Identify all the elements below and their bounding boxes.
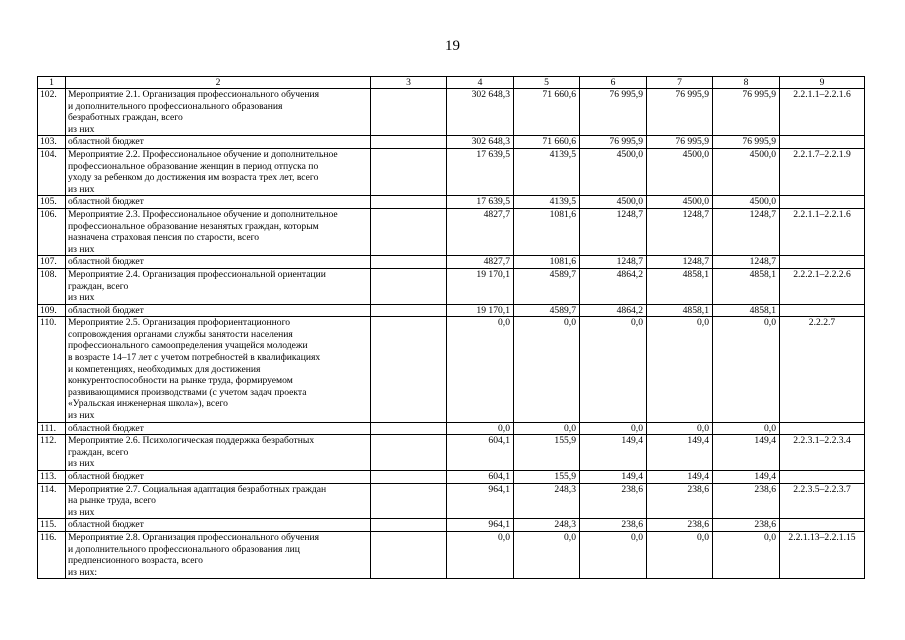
- row-number: 104.: [38, 148, 66, 195]
- value-cell-v6: 149,4: [580, 435, 647, 471]
- value-cell-v8: 76 995,9: [713, 89, 780, 136]
- value-cell-v7: 4500,0: [647, 148, 713, 195]
- value-cell-v8: 1248,7: [713, 256, 780, 269]
- value-cell-v6: 76 995,9: [580, 89, 647, 136]
- value-cell-v7: 4858,1: [647, 304, 713, 317]
- value-cell-v8: 4500,0: [713, 196, 780, 209]
- row-description: [66, 531, 371, 578]
- description-line: сопровождения органами службы занятости населения: [68, 328, 293, 340]
- value-cell-v6: 4500,0: [580, 196, 647, 209]
- row-number: 109.: [38, 304, 66, 317]
- value-cell-v6: 76 995,9: [580, 136, 647, 149]
- column-header: 1: [38, 77, 66, 89]
- value-cell-v5: 71 660,6: [514, 136, 580, 149]
- description-line: из них: [68, 410, 95, 422]
- value-cell-v8: 4858,1: [713, 268, 780, 304]
- description-line: Мероприятие 2.3. Профессиональное обучение и дополнительное: [68, 208, 338, 220]
- description-line: и компетенциях, необходимых для достижения: [68, 363, 261, 375]
- description-line: областной бюджет: [68, 256, 144, 268]
- value-cell-v8: 149,4: [713, 435, 780, 471]
- target-indicator-cell: [780, 196, 865, 209]
- value-cell-v7: 238,6: [647, 519, 713, 532]
- target-indicator-cell: [780, 471, 865, 484]
- table-row: [38, 471, 865, 484]
- description-line: из них: [68, 183, 95, 195]
- value-cell-v8: 238,6: [713, 483, 780, 519]
- target-indicator-cell: 2.2.2.1–2.2.2.6: [780, 268, 865, 304]
- description-line: граждан, всего: [68, 280, 129, 292]
- value-cell-v4: 17 639,5: [447, 148, 514, 195]
- value-cell-v4: 604,1: [447, 471, 514, 484]
- description-line: из них: [68, 243, 95, 255]
- description-line: Мероприятие 2.7. Социальная адаптация безработных граждан: [68, 483, 327, 495]
- value-cell-v7: 0,0: [647, 422, 713, 435]
- column-header: 2: [66, 77, 371, 89]
- table-row: [38, 531, 865, 578]
- value-cell-v7: 1248,7: [647, 208, 713, 255]
- description-line: «Уральская инженерная школа»), всего: [68, 398, 228, 410]
- table-row: [38, 317, 865, 422]
- description-line: безработных граждан, всего: [68, 112, 183, 124]
- value-cell-v7: 0,0: [647, 531, 713, 578]
- table-body: [38, 89, 865, 579]
- table-row: [38, 196, 865, 209]
- value-cell-v7: 149,4: [647, 471, 713, 484]
- row-number: 112.: [38, 435, 66, 471]
- value-cell-v6: 0,0: [580, 422, 647, 435]
- value-cell-v6: 149,4: [580, 471, 647, 484]
- value-cell-v5: 248,3: [514, 483, 580, 519]
- value-cell-v4: 19 170,1: [447, 304, 514, 317]
- value-cell-v5: 0,0: [514, 531, 580, 578]
- value-cell-v4: 4827,7: [447, 256, 514, 269]
- value-cell-v8: 1248,7: [713, 208, 780, 255]
- column-header: 5: [514, 77, 580, 89]
- value-cell-v7: 238,6: [647, 483, 713, 519]
- value-cell-v4: 302 648,3: [447, 136, 514, 149]
- value-cell-v5: 155,9: [514, 471, 580, 484]
- description-line: профессиональное образование женщин в период отпуска по: [68, 160, 319, 172]
- row-number: 114.: [38, 483, 66, 519]
- column-header: 3: [371, 77, 447, 89]
- col3-cell: [371, 422, 447, 435]
- budget-table: [37, 76, 865, 579]
- target-indicator-cell: 2.2.1.13–2.2.1.15: [780, 531, 865, 578]
- value-cell-v6: 1248,7: [580, 256, 647, 269]
- description-line: и дополнительного профессионального образования: [68, 100, 283, 112]
- row-number: 116.: [38, 531, 66, 578]
- value-cell-v5: 1081,6: [514, 208, 580, 255]
- value-cell-v7: 76 995,9: [647, 136, 713, 149]
- row-description: [66, 435, 371, 471]
- value-cell-v6: 0,0: [580, 531, 647, 578]
- value-cell-v4: 19 170,1: [447, 268, 514, 304]
- description-line: Мероприятие 2.2. Профессиональное обучение и дополнительное: [68, 148, 338, 160]
- value-cell-v7: 4500,0: [647, 196, 713, 209]
- row-description: [66, 317, 371, 422]
- description-line: в возрасте 14–17 лет с учетом потребностей в квалификациях: [68, 352, 321, 364]
- table-row: [38, 483, 865, 519]
- table-row: [38, 268, 865, 304]
- row-description: [66, 89, 371, 136]
- row-description: [66, 422, 371, 435]
- value-cell-v4: 0,0: [447, 422, 514, 435]
- row-number: 111.: [38, 422, 66, 435]
- col3-cell: [371, 471, 447, 484]
- description-line: из них: [68, 123, 95, 135]
- table-row: [38, 136, 865, 149]
- row-description: [66, 304, 371, 317]
- column-header-row: [38, 77, 865, 89]
- value-cell-v5: 0,0: [514, 317, 580, 422]
- value-cell-v5: 155,9: [514, 435, 580, 471]
- value-cell-v6: 4864,2: [580, 268, 647, 304]
- value-cell-v4: 604,1: [447, 435, 514, 471]
- description-line: развивающимися производствами (с учетом задач проекта: [68, 386, 307, 398]
- value-cell-v8: 238,6: [713, 519, 780, 532]
- value-cell-v7: 4858,1: [647, 268, 713, 304]
- target-indicator-cell: 2.2.1.1–2.2.1.6: [780, 89, 865, 136]
- column-header: 8: [713, 77, 780, 89]
- col3-cell: [371, 89, 447, 136]
- value-cell-v7: 149,4: [647, 435, 713, 471]
- target-indicator-cell: [780, 422, 865, 435]
- column-header: 6: [580, 77, 647, 89]
- description-line: конкурентоспособности на рынке труда, формируемом: [68, 375, 293, 387]
- col3-cell: [371, 304, 447, 317]
- value-cell-v5: 248,3: [514, 519, 580, 532]
- value-cell-v8: 76 995,9: [713, 136, 780, 149]
- value-cell-v8: 0,0: [713, 531, 780, 578]
- value-cell-v4: 0,0: [447, 317, 514, 422]
- table-row: [38, 256, 865, 269]
- target-indicator-cell: 2.2.2.7: [780, 317, 865, 422]
- row-description: [66, 148, 371, 195]
- description-line: областной бюджет: [68, 304, 144, 316]
- col3-cell: [371, 136, 447, 149]
- description-line: Мероприятие 2.5. Организация профориентационного: [68, 317, 291, 329]
- value-cell-v6: 238,6: [580, 519, 647, 532]
- target-indicator-cell: [780, 304, 865, 317]
- target-indicator-cell: 2.2.3.1–2.2.3.4: [780, 435, 865, 471]
- description-line: Мероприятие 2.8. Организация профессионального обучения: [68, 531, 320, 543]
- col3-cell: [371, 208, 447, 255]
- description-line: профессиональное образование незанятых граждан, которым: [68, 220, 319, 232]
- row-number: 113.: [38, 471, 66, 484]
- col3-cell: [371, 256, 447, 269]
- target-indicator-cell: 2.2.1.1–2.2.1.6: [780, 208, 865, 255]
- value-cell-v7: 0,0: [647, 317, 713, 422]
- table-row: [38, 519, 865, 532]
- value-cell-v5: 0,0: [514, 422, 580, 435]
- value-cell-v8: 0,0: [713, 317, 780, 422]
- column-header: 7: [647, 77, 713, 89]
- row-description: [66, 471, 371, 484]
- value-cell-v4: 4827,7: [447, 208, 514, 255]
- table-row: [38, 89, 865, 136]
- description-line: Мероприятие 2.4. Организация профессиональной ориентации: [68, 268, 326, 280]
- value-cell-v6: 238,6: [580, 483, 647, 519]
- col3-cell: [371, 196, 447, 209]
- value-cell-v4: 964,1: [447, 483, 514, 519]
- row-number: 115.: [38, 519, 66, 532]
- value-cell-v4: 302 648,3: [447, 89, 514, 136]
- description-line: областной бюджет: [68, 196, 144, 208]
- table-row: [38, 304, 865, 317]
- description-line: областной бюджет: [68, 422, 144, 434]
- row-number: 102.: [38, 89, 66, 136]
- description-line: из них: [68, 292, 95, 304]
- column-header: 4: [447, 77, 514, 89]
- target-indicator-cell: [780, 256, 865, 269]
- value-cell-v7: 1248,7: [647, 256, 713, 269]
- col3-cell: [371, 268, 447, 304]
- row-number: 108.: [38, 268, 66, 304]
- description-line: назначена страховая пенсия по старости, всего: [68, 232, 260, 244]
- description-line: профессионального самоопределения учащейся молодежи: [68, 340, 308, 352]
- target-indicator-cell: [780, 519, 865, 532]
- description-line: областной бюджет: [68, 471, 144, 482]
- row-number: 106.: [38, 208, 66, 255]
- table-row: [38, 148, 865, 195]
- col3-cell: [371, 435, 447, 471]
- table-row: [38, 435, 865, 471]
- row-description: [66, 256, 371, 269]
- table-row: [38, 422, 865, 435]
- value-cell-v6: 4864,2: [580, 304, 647, 317]
- value-cell-v5: 4139,5: [514, 196, 580, 209]
- table-row: [38, 208, 865, 255]
- row-number: 110.: [38, 317, 66, 422]
- description-line: из них: [68, 458, 95, 470]
- value-cell-v4: 17 639,5: [447, 196, 514, 209]
- row-description: [66, 268, 371, 304]
- col3-cell: [371, 531, 447, 578]
- col3-cell: [371, 317, 447, 422]
- row-description: [66, 483, 371, 519]
- col3-cell: [371, 483, 447, 519]
- value-cell-v5: 4589,7: [514, 268, 580, 304]
- row-description: [66, 208, 371, 255]
- description-line: и дополнительного профессионального образования лиц: [68, 543, 300, 555]
- value-cell-v8: 4858,1: [713, 304, 780, 317]
- col3-cell: [371, 148, 447, 195]
- column-header: 9: [780, 77, 865, 89]
- description-line: уходу за ребенком до достижения им возраста трех лет, всего: [68, 172, 319, 184]
- description-line: Мероприятие 2.1. Организация профессионального обучения: [68, 89, 320, 100]
- page-number: 19: [445, 38, 460, 54]
- value-cell-v4: 964,1: [447, 519, 514, 532]
- row-number: 105.: [38, 196, 66, 209]
- value-cell-v8: 4500,0: [713, 148, 780, 195]
- description-line: областной бюджет: [68, 519, 144, 531]
- row-description: [66, 196, 371, 209]
- value-cell-v5: 4589,7: [514, 304, 580, 317]
- value-cell-v5: 71 660,6: [514, 89, 580, 136]
- value-cell-v7: 76 995,9: [647, 89, 713, 136]
- value-cell-v6: 4500,0: [580, 148, 647, 195]
- description-line: Мероприятие 2.6. Психологическая поддержка безработных: [68, 435, 315, 447]
- value-cell-v5: 1081,6: [514, 256, 580, 269]
- description-line: предпенсионного возраста, всего: [68, 555, 203, 567]
- description-line: на рынке труда, всего: [68, 495, 156, 507]
- col3-cell: [371, 519, 447, 532]
- target-indicator-cell: 2.2.1.7–2.2.1.9: [780, 148, 865, 195]
- target-indicator-cell: [780, 136, 865, 149]
- row-number: 103.: [38, 136, 66, 149]
- target-indicator-cell: 2.2.3.5–2.2.3.7: [780, 483, 865, 519]
- description-line: из них: [68, 506, 95, 518]
- description-line: областной бюджет: [68, 136, 144, 148]
- row-description: [66, 136, 371, 149]
- description-line: из них:: [68, 566, 98, 578]
- row-number: 107.: [38, 256, 66, 269]
- value-cell-v5: 4139,5: [514, 148, 580, 195]
- value-cell-v6: 1248,7: [580, 208, 647, 255]
- value-cell-v8: 0,0: [713, 422, 780, 435]
- value-cell-v6: 0,0: [580, 317, 647, 422]
- description-line: граждан, всего: [68, 446, 129, 458]
- value-cell-v8: 149,4: [713, 471, 780, 484]
- row-description: [66, 519, 371, 532]
- value-cell-v4: 0,0: [447, 531, 514, 578]
